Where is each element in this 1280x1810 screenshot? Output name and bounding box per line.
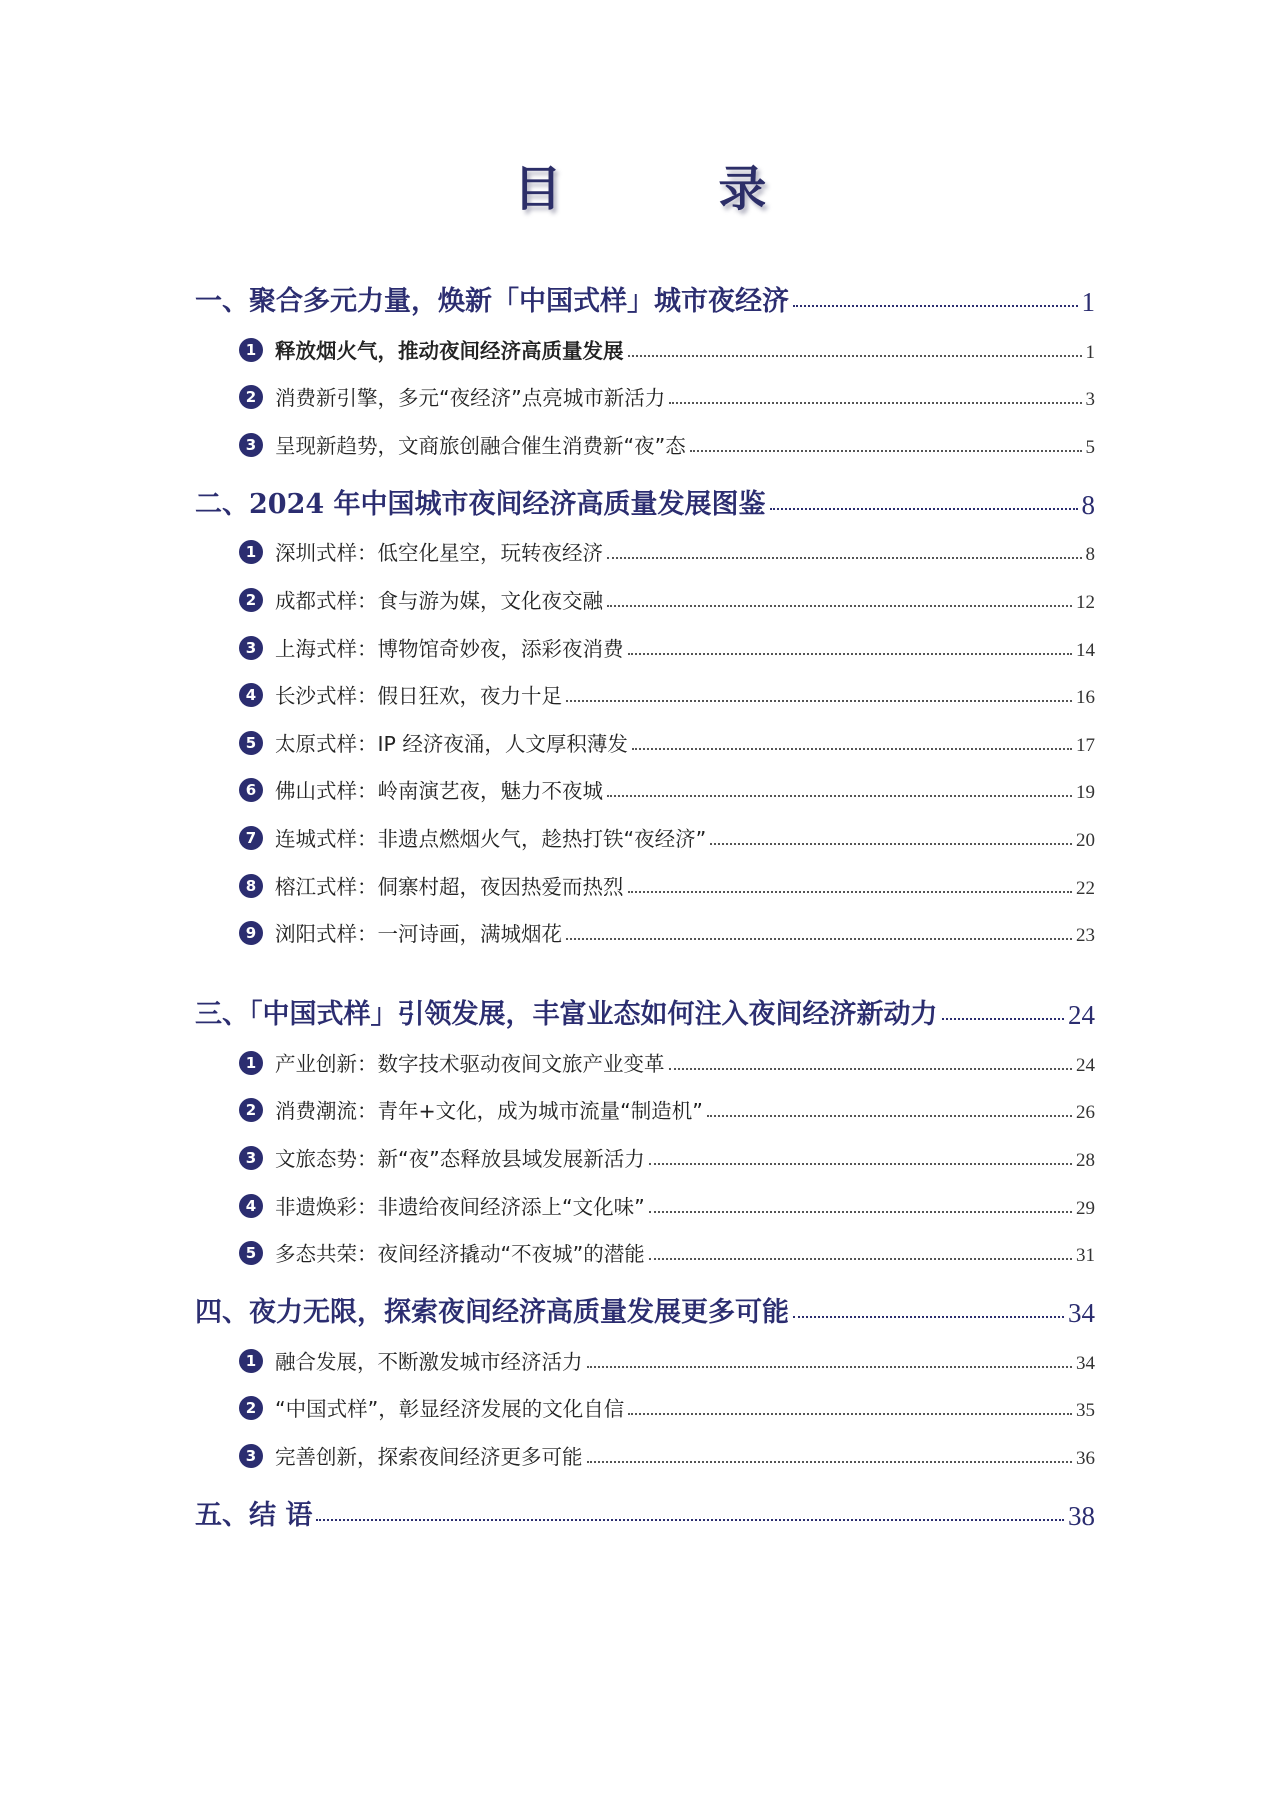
page-number: 36 <box>1076 1447 1095 1469</box>
number-badge: 4 <box>239 1194 263 1218</box>
number-badge: 9 <box>239 921 263 945</box>
number-badge: 2 <box>239 385 263 409</box>
item-title: 产业创新：数字技术驱动夜间文旅产业变革 <box>275 1051 665 1076</box>
number-badge: 8 <box>239 874 263 898</box>
item-title: 连城式样：非遗点燃烟火气，趁热打铁“夜经济” <box>275 826 707 851</box>
number-badge: 3 <box>239 433 263 457</box>
dot-leader <box>690 450 1082 452</box>
spacer <box>195 949 1095 971</box>
item-title: “中国式样”，彰显经济发展的文化自信 <box>275 1397 625 1422</box>
dot-leader <box>587 1461 1073 1463</box>
dot-leader <box>607 795 1072 797</box>
number-badge: 2 <box>239 1396 263 1420</box>
item-title: 呈现新趋势，文商旅创融合催生消费新“夜”态 <box>275 433 686 458</box>
number-badge: 3 <box>239 1444 263 1468</box>
toc-item[interactable] <box>195 806 1095 854</box>
toc-item[interactable] <box>195 521 1095 569</box>
number-badge: 6 <box>239 778 263 802</box>
dot-leader <box>649 1163 1072 1165</box>
page-number: 17 <box>1076 734 1095 756</box>
toc-section-1[interactable] <box>195 270 1095 318</box>
dot-leader <box>793 1316 1064 1318</box>
item-title: 榕江式样：侗寨村超，夜因热爱而热烈 <box>275 874 624 899</box>
page-number: 35 <box>1076 1400 1095 1422</box>
dot-leader <box>607 605 1072 607</box>
page-number: 8 <box>1085 544 1095 566</box>
dot-leader <box>628 891 1073 893</box>
item-title: 非遗焕彩：非遗给夜间经济添上“文化味” <box>275 1194 645 1219</box>
item-title: 深圳式样：低空化星空，玩转夜经济 <box>275 541 603 566</box>
toc-section-2[interactable] <box>195 473 1095 521</box>
item-title: 完善创新，探索夜间经济更多可能 <box>275 1444 583 1469</box>
toc-item[interactable] <box>195 1126 1095 1174</box>
dot-leader <box>710 843 1072 845</box>
dot-leader <box>669 1068 1073 1070</box>
dot-leader <box>566 938 1072 940</box>
section-heading: 一、聚合多元力量，焕新「中国式样」城市夜经济 <box>195 286 789 317</box>
item-title: 上海式样：博物馆奇妙夜，添彩夜消费 <box>275 636 624 661</box>
dot-leader <box>316 1519 1064 1521</box>
number-badge: 5 <box>239 731 263 755</box>
number-badge: 4 <box>239 683 263 707</box>
page-number: 28 <box>1076 1149 1095 1171</box>
dot-leader <box>669 402 1081 404</box>
toc-item[interactable] <box>195 711 1095 759</box>
toc-item[interactable] <box>195 1329 1095 1377</box>
item-title: 佛山式样：岭南演艺夜，魅力不夜城 <box>275 779 603 804</box>
page-number: 19 <box>1076 782 1095 804</box>
page-number: 34 <box>1076 1352 1095 1374</box>
toc-item[interactable] <box>195 759 1095 807</box>
toc-item[interactable] <box>195 318 1095 366</box>
dot-leader <box>607 557 1082 559</box>
dot-leader <box>649 1258 1072 1260</box>
page-number: 22 <box>1076 877 1095 899</box>
page-number: 23 <box>1076 925 1095 947</box>
page-number: 26 <box>1076 1102 1095 1124</box>
item-title: 多态共荣：夜间经济撬动“不夜城”的潜能 <box>275 1242 645 1267</box>
dot-leader <box>587 1366 1073 1368</box>
section-heading: 四、夜力无限，探索夜间经济高质量发展更多可能 <box>195 1297 789 1329</box>
number-badge: 3 <box>239 1146 263 1170</box>
toc-item[interactable] <box>195 1222 1095 1270</box>
dot-leader <box>793 305 1078 307</box>
toc-item[interactable] <box>195 366 1095 414</box>
page-number: 29 <box>1076 1197 1095 1219</box>
toc-item[interactable] <box>195 1174 1095 1222</box>
dot-leader <box>649 1211 1072 1213</box>
item-title: 消费潮流：青年+文化，成为城市流量“制造机” <box>275 1099 703 1124</box>
page-number: 24 <box>1076 1054 1095 1076</box>
dot-leader <box>628 653 1073 655</box>
toc-section-5[interactable] <box>195 1484 1095 1532</box>
number-badge: 1 <box>239 338 263 362</box>
page-number: 8 <box>1081 489 1095 520</box>
section-heading: 二、2024 年中国城市夜间经济高质量发展图鉴 <box>195 488 766 520</box>
number-badge: 3 <box>239 636 263 660</box>
dot-leader <box>942 1018 1065 1020</box>
dot-leader <box>566 700 1072 702</box>
page-number: 34 <box>1068 1298 1095 1329</box>
page-number: 12 <box>1076 591 1095 613</box>
toc-item[interactable] <box>195 1031 1095 1079</box>
number-badge: 1 <box>239 1349 263 1373</box>
item-title: 释放烟火气，推动夜间经济高质量发展 <box>275 338 624 363</box>
item-title: 消费新引擎，多元“夜经济”点亮城市新活力 <box>275 386 666 411</box>
page-number: 5 <box>1085 436 1095 458</box>
toc-item[interactable] <box>195 902 1095 950</box>
dot-leader <box>628 1413 1072 1415</box>
page-number: 20 <box>1076 829 1095 851</box>
number-badge: 1 <box>239 540 263 564</box>
page-number: 24 <box>1068 1000 1095 1031</box>
toc-item[interactable] <box>195 1424 1095 1472</box>
toc-item[interactable] <box>195 854 1095 902</box>
number-badge: 2 <box>239 1098 263 1122</box>
toc-item[interactable] <box>195 568 1095 616</box>
item-title: 长沙式样：假日狂欢，夜力十足 <box>275 684 562 709</box>
item-title: 太原式样：IP 经济夜涌，人文厚积薄发 <box>275 731 628 756</box>
item-title: 文旅态势：新“夜”态释放县域发展新活力 <box>275 1146 645 1171</box>
number-badge: 1 <box>239 1051 263 1075</box>
toc-item[interactable] <box>195 616 1095 664</box>
toc-item[interactable] <box>195 664 1095 712</box>
item-title: 成都式样：食与游为媒，文化夜交融 <box>275 588 603 613</box>
section-heading: 三、「中国式样」引领发展，丰富业态如何注入夜间经济新动力 <box>195 999 938 1031</box>
toc-item[interactable] <box>195 413 1095 461</box>
page-number: 14 <box>1076 639 1095 661</box>
item-title: 浏阳式样：一河诗画，满城烟花 <box>275 922 562 947</box>
toc-item[interactable] <box>195 1377 1095 1425</box>
dot-leader <box>770 508 1078 510</box>
toc-item[interactable] <box>195 1079 1095 1127</box>
page-number: 31 <box>1076 1245 1095 1267</box>
dot-leader <box>707 1115 1072 1117</box>
number-badge: 7 <box>239 826 263 850</box>
page-number: 16 <box>1076 687 1095 709</box>
table-of-contents <box>195 270 1095 1532</box>
page-number: 1 <box>1085 341 1095 363</box>
page-number: 38 <box>1068 1500 1095 1531</box>
toc-section-3[interactable] <box>195 983 1095 1031</box>
page-number: 3 <box>1085 389 1095 411</box>
page-number: 1 <box>1081 287 1095 317</box>
toc-section-4[interactable] <box>195 1281 1095 1329</box>
dot-leader <box>628 355 1082 357</box>
item-title: 融合发展，不断激发城市经济活力 <box>275 1349 583 1374</box>
section-heading: 五、结 语 <box>195 1499 313 1531</box>
number-badge: 5 <box>239 1241 263 1265</box>
dot-leader <box>632 748 1072 750</box>
number-badge: 2 <box>239 588 263 612</box>
page-title: 目 录 <box>513 161 837 217</box>
